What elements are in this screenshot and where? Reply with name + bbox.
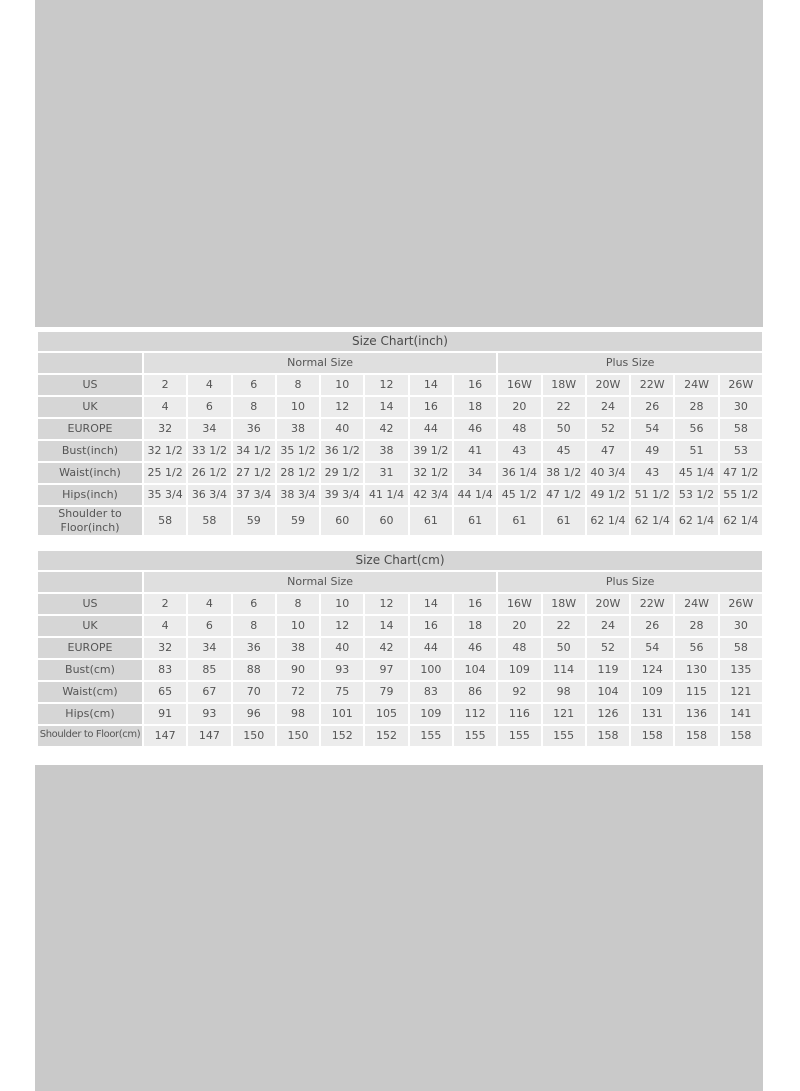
size-value-cell: 10 xyxy=(321,594,363,614)
size-value-cell: 158 xyxy=(720,726,762,746)
size-value-cell: 61 xyxy=(410,507,452,535)
size-value-cell: 47 1/2 xyxy=(543,485,585,505)
size-value-cell: 28 xyxy=(675,616,717,636)
size-value-cell: 27 1/2 xyxy=(233,463,275,483)
chart-title: Size Chart(inch) xyxy=(38,332,762,351)
size-value-cell: 116 xyxy=(498,704,540,724)
size-value-cell: 61 xyxy=(498,507,540,535)
column-group-label: Plus Size xyxy=(498,572,762,592)
size-value-cell: 18 xyxy=(454,397,496,417)
column-group-label: Normal Size xyxy=(144,353,496,373)
size-value-cell: 93 xyxy=(188,704,230,724)
size-value-cell: 126 xyxy=(587,704,629,724)
size-value-cell: 135 xyxy=(720,660,762,680)
size-value-cell: 40 3/4 xyxy=(587,463,629,483)
size-value-cell: 12 xyxy=(365,375,407,395)
size-value-cell: 54 xyxy=(631,638,673,658)
size-value-cell: 16 xyxy=(454,375,496,395)
size-value-cell: 48 xyxy=(498,638,540,658)
size-value-cell: 26W xyxy=(720,375,762,395)
size-value-cell: 62 1/4 xyxy=(587,507,629,535)
table-row xyxy=(38,660,762,680)
size-value-cell: 28 1/2 xyxy=(277,463,319,483)
size-value-cell: 112 xyxy=(454,704,496,724)
size-value-cell: 32 1/2 xyxy=(144,441,186,461)
table-row xyxy=(38,726,762,746)
size-value-cell: 6 xyxy=(233,594,275,614)
size-value-cell: 34 xyxy=(188,419,230,439)
size-value-cell: 90 xyxy=(277,660,319,680)
size-value-cell: 150 xyxy=(233,726,275,746)
size-value-cell: 158 xyxy=(675,726,717,746)
size-value-cell: 54 xyxy=(631,419,673,439)
size-value-cell: 45 1/2 xyxy=(498,485,540,505)
size-value-cell: 93 xyxy=(321,660,363,680)
size-value-cell: 70 xyxy=(233,682,275,702)
size-value-cell: 38 xyxy=(277,638,319,658)
size-value-cell: 46 xyxy=(454,638,496,658)
size-value-cell: 26 xyxy=(631,616,673,636)
row-label: EUROPE xyxy=(38,638,142,658)
size-value-cell: 31 xyxy=(365,463,407,483)
size-value-cell: 40 xyxy=(321,419,363,439)
size-value-cell: 55 1/2 xyxy=(720,485,762,505)
size-value-cell: 53 xyxy=(720,441,762,461)
size-value-cell: 104 xyxy=(454,660,496,680)
size-value-cell: 109 xyxy=(410,704,452,724)
size-value-cell: 24 xyxy=(587,616,629,636)
size-value-cell: 47 xyxy=(587,441,629,461)
size-value-cell: 115 xyxy=(675,682,717,702)
size-chart-table-cm xyxy=(36,549,764,748)
size-value-cell: 158 xyxy=(631,726,673,746)
size-value-cell: 16W xyxy=(498,594,540,614)
size-value-cell: 51 xyxy=(675,441,717,461)
size-value-cell: 32 xyxy=(144,638,186,658)
size-value-cell: 41 xyxy=(454,441,496,461)
size-value-cell: 10 xyxy=(277,616,319,636)
size-value-cell: 83 xyxy=(144,660,186,680)
size-value-cell: 152 xyxy=(365,726,407,746)
size-value-cell: 62 1/4 xyxy=(675,507,717,535)
size-value-cell: 24W xyxy=(675,594,717,614)
size-value-cell: 32 1/2 xyxy=(410,463,452,483)
size-value-cell: 8 xyxy=(277,594,319,614)
size-chart-table-inch xyxy=(36,330,764,537)
size-value-cell: 24W xyxy=(675,375,717,395)
size-value-cell: 155 xyxy=(543,726,585,746)
size-value-cell: 60 xyxy=(321,507,363,535)
size-value-cell: 45 1/4 xyxy=(675,463,717,483)
size-value-cell: 53 1/2 xyxy=(675,485,717,505)
size-value-cell: 67 xyxy=(188,682,230,702)
size-value-cell: 16 xyxy=(410,397,452,417)
column-group-row xyxy=(38,572,762,592)
size-value-cell: 45 xyxy=(543,441,585,461)
size-value-cell: 37 3/4 xyxy=(233,485,275,505)
size-value-cell: 91 xyxy=(144,704,186,724)
size-value-cell: 35 1/2 xyxy=(277,441,319,461)
size-value-cell: 26 xyxy=(631,397,673,417)
size-value-cell: 4 xyxy=(144,616,186,636)
size-value-cell: 4 xyxy=(188,594,230,614)
size-value-cell: 62 1/4 xyxy=(631,507,673,535)
size-value-cell: 104 xyxy=(587,682,629,702)
row-label: UK xyxy=(38,616,142,636)
size-value-cell: 72 xyxy=(277,682,319,702)
size-value-cell: 121 xyxy=(543,704,585,724)
size-value-cell: 26 1/2 xyxy=(188,463,230,483)
size-value-cell: 2 xyxy=(144,375,186,395)
size-value-cell: 136 xyxy=(675,704,717,724)
size-value-cell: 152 xyxy=(321,726,363,746)
size-value-cell: 24 xyxy=(587,397,629,417)
size-value-cell: 141 xyxy=(720,704,762,724)
size-value-cell: 109 xyxy=(631,682,673,702)
row-label: EUROPE xyxy=(38,419,142,439)
size-value-cell: 33 1/2 xyxy=(188,441,230,461)
size-value-cell: 36 1/4 xyxy=(498,463,540,483)
size-value-cell: 49 xyxy=(631,441,673,461)
size-value-cell: 16 xyxy=(454,594,496,614)
size-value-cell: 20W xyxy=(587,594,629,614)
size-value-cell: 25 1/2 xyxy=(144,463,186,483)
size-value-cell: 75 xyxy=(321,682,363,702)
table-title-row xyxy=(38,551,762,570)
size-value-cell: 10 xyxy=(321,375,363,395)
size-value-cell: 155 xyxy=(410,726,452,746)
size-value-cell: 60 xyxy=(365,507,407,535)
table-row xyxy=(38,485,762,505)
size-value-cell: 20 xyxy=(498,397,540,417)
size-value-cell: 48 xyxy=(498,419,540,439)
column-group-label: Plus Size xyxy=(498,353,762,373)
size-chart-section xyxy=(0,327,800,765)
size-value-cell: 44 xyxy=(410,638,452,658)
size-value-cell: 36 3/4 xyxy=(188,485,230,505)
size-value-cell: 39 1/2 xyxy=(410,441,452,461)
size-value-cell: 158 xyxy=(587,726,629,746)
corner-cell xyxy=(38,572,142,592)
size-value-cell: 43 xyxy=(631,463,673,483)
size-value-cell: 42 3/4 xyxy=(410,485,452,505)
size-value-cell: 101 xyxy=(321,704,363,724)
size-value-cell: 147 xyxy=(144,726,186,746)
size-value-cell: 42 xyxy=(365,638,407,658)
size-value-cell: 22W xyxy=(631,375,673,395)
size-value-cell: 83 xyxy=(410,682,452,702)
size-value-cell: 86 xyxy=(454,682,496,702)
size-value-cell: 92 xyxy=(498,682,540,702)
size-value-cell: 12 xyxy=(365,594,407,614)
size-value-cell: 42 xyxy=(365,419,407,439)
size-value-cell: 36 xyxy=(233,638,275,658)
size-value-cell: 62 1/4 xyxy=(720,507,762,535)
size-value-cell: 96 xyxy=(233,704,275,724)
size-value-cell: 150 xyxy=(277,726,319,746)
size-value-cell: 56 xyxy=(675,419,717,439)
chart-title: Size Chart(cm) xyxy=(38,551,762,570)
size-value-cell: 22W xyxy=(631,594,673,614)
size-value-cell: 38 1/2 xyxy=(543,463,585,483)
size-value-cell: 8 xyxy=(233,397,275,417)
size-value-cell: 59 xyxy=(277,507,319,535)
size-value-cell: 124 xyxy=(631,660,673,680)
size-value-cell: 44 1/4 xyxy=(454,485,496,505)
size-value-cell: 22 xyxy=(543,397,585,417)
size-value-cell: 10 xyxy=(277,397,319,417)
size-value-cell: 18W xyxy=(543,594,585,614)
size-value-cell: 38 3/4 xyxy=(277,485,319,505)
size-value-cell: 100 xyxy=(410,660,452,680)
size-value-cell: 58 xyxy=(720,638,762,658)
size-value-cell: 147 xyxy=(188,726,230,746)
size-value-cell: 61 xyxy=(543,507,585,535)
size-value-cell: 20W xyxy=(587,375,629,395)
size-value-cell: 16W xyxy=(498,375,540,395)
size-value-cell: 12 xyxy=(321,616,363,636)
size-value-cell: 98 xyxy=(277,704,319,724)
row-label: US xyxy=(38,594,142,614)
size-value-cell: 58 xyxy=(144,507,186,535)
table-row xyxy=(38,463,762,483)
size-value-cell: 2 xyxy=(144,594,186,614)
table-row xyxy=(38,441,762,461)
size-value-cell: 8 xyxy=(233,616,275,636)
corner-cell xyxy=(38,353,142,373)
size-value-cell: 38 xyxy=(277,419,319,439)
size-value-cell: 49 1/2 xyxy=(587,485,629,505)
size-value-cell: 6 xyxy=(188,616,230,636)
row-label: UK xyxy=(38,397,142,417)
size-value-cell: 6 xyxy=(233,375,275,395)
size-value-cell: 51 1/2 xyxy=(631,485,673,505)
size-value-cell: 36 1/2 xyxy=(321,441,363,461)
size-value-cell: 34 xyxy=(188,638,230,658)
size-value-cell: 59 xyxy=(233,507,275,535)
table-row xyxy=(38,682,762,702)
size-value-cell: 58 xyxy=(720,419,762,439)
size-value-cell: 18 xyxy=(454,616,496,636)
size-value-cell: 119 xyxy=(587,660,629,680)
column-group-row xyxy=(38,353,762,373)
row-label: Shoulder to Floor(cm) xyxy=(38,726,142,746)
row-label: Hips(cm) xyxy=(38,704,142,724)
size-value-cell: 88 xyxy=(233,660,275,680)
size-value-cell: 44 xyxy=(410,419,452,439)
size-value-cell: 105 xyxy=(365,704,407,724)
size-value-cell: 130 xyxy=(675,660,717,680)
row-label: US xyxy=(38,375,142,395)
size-value-cell: 4 xyxy=(144,397,186,417)
size-value-cell: 155 xyxy=(498,726,540,746)
row-label: Bust(cm) xyxy=(38,660,142,680)
table-row xyxy=(38,397,762,417)
row-label: Waist(cm) xyxy=(38,682,142,702)
size-value-cell: 43 xyxy=(498,441,540,461)
size-value-cell: 4 xyxy=(188,375,230,395)
size-value-cell: 114 xyxy=(543,660,585,680)
size-value-cell: 18W xyxy=(543,375,585,395)
size-value-cell: 47 1/2 xyxy=(720,463,762,483)
size-value-cell: 30 xyxy=(720,616,762,636)
size-value-cell: 30 xyxy=(720,397,762,417)
size-value-cell: 41 1/4 xyxy=(365,485,407,505)
size-value-cell: 121 xyxy=(720,682,762,702)
size-value-cell: 8 xyxy=(277,375,319,395)
table-row xyxy=(38,704,762,724)
size-value-cell: 56 xyxy=(675,638,717,658)
size-value-cell: 29 1/2 xyxy=(321,463,363,483)
column-group-label: Normal Size xyxy=(144,572,496,592)
size-value-cell: 38 xyxy=(365,441,407,461)
size-value-cell: 65 xyxy=(144,682,186,702)
row-label: Hips(inch) xyxy=(38,485,142,505)
size-value-cell: 52 xyxy=(587,638,629,658)
size-value-cell: 34 1/2 xyxy=(233,441,275,461)
size-value-cell: 50 xyxy=(543,638,585,658)
size-value-cell: 14 xyxy=(410,594,452,614)
row-label: Shoulder to Floor(inch) xyxy=(38,507,142,535)
size-value-cell: 50 xyxy=(543,419,585,439)
size-value-cell: 61 xyxy=(454,507,496,535)
size-value-cell: 85 xyxy=(188,660,230,680)
size-value-cell: 16 xyxy=(410,616,452,636)
size-value-cell: 79 xyxy=(365,682,407,702)
table-row xyxy=(38,594,762,614)
size-value-cell: 58 xyxy=(188,507,230,535)
size-value-cell: 26W xyxy=(720,594,762,614)
size-value-cell: 155 xyxy=(454,726,496,746)
size-value-cell: 34 xyxy=(454,463,496,483)
size-value-cell: 14 xyxy=(365,616,407,636)
size-value-cell: 6 xyxy=(188,397,230,417)
size-value-cell: 52 xyxy=(587,419,629,439)
table-row xyxy=(38,375,762,395)
size-value-cell: 35 3/4 xyxy=(144,485,186,505)
size-value-cell: 32 xyxy=(144,419,186,439)
size-value-cell: 22 xyxy=(543,616,585,636)
size-value-cell: 131 xyxy=(631,704,673,724)
table-row xyxy=(38,507,762,535)
size-value-cell: 12 xyxy=(321,397,363,417)
size-value-cell: 20 xyxy=(498,616,540,636)
table-row xyxy=(38,419,762,439)
table-row xyxy=(38,616,762,636)
size-value-cell: 14 xyxy=(365,397,407,417)
row-label: Bust(inch) xyxy=(38,441,142,461)
size-value-cell: 28 xyxy=(675,397,717,417)
size-value-cell: 40 xyxy=(321,638,363,658)
table-row xyxy=(38,638,762,658)
size-value-cell: 109 xyxy=(498,660,540,680)
size-value-cell: 98 xyxy=(543,682,585,702)
size-value-cell: 97 xyxy=(365,660,407,680)
size-value-cell: 36 xyxy=(233,419,275,439)
size-value-cell: 46 xyxy=(454,419,496,439)
size-value-cell: 39 3/4 xyxy=(321,485,363,505)
table-title-row xyxy=(38,332,762,351)
row-label: Waist(inch) xyxy=(38,463,142,483)
size-value-cell: 14 xyxy=(410,375,452,395)
